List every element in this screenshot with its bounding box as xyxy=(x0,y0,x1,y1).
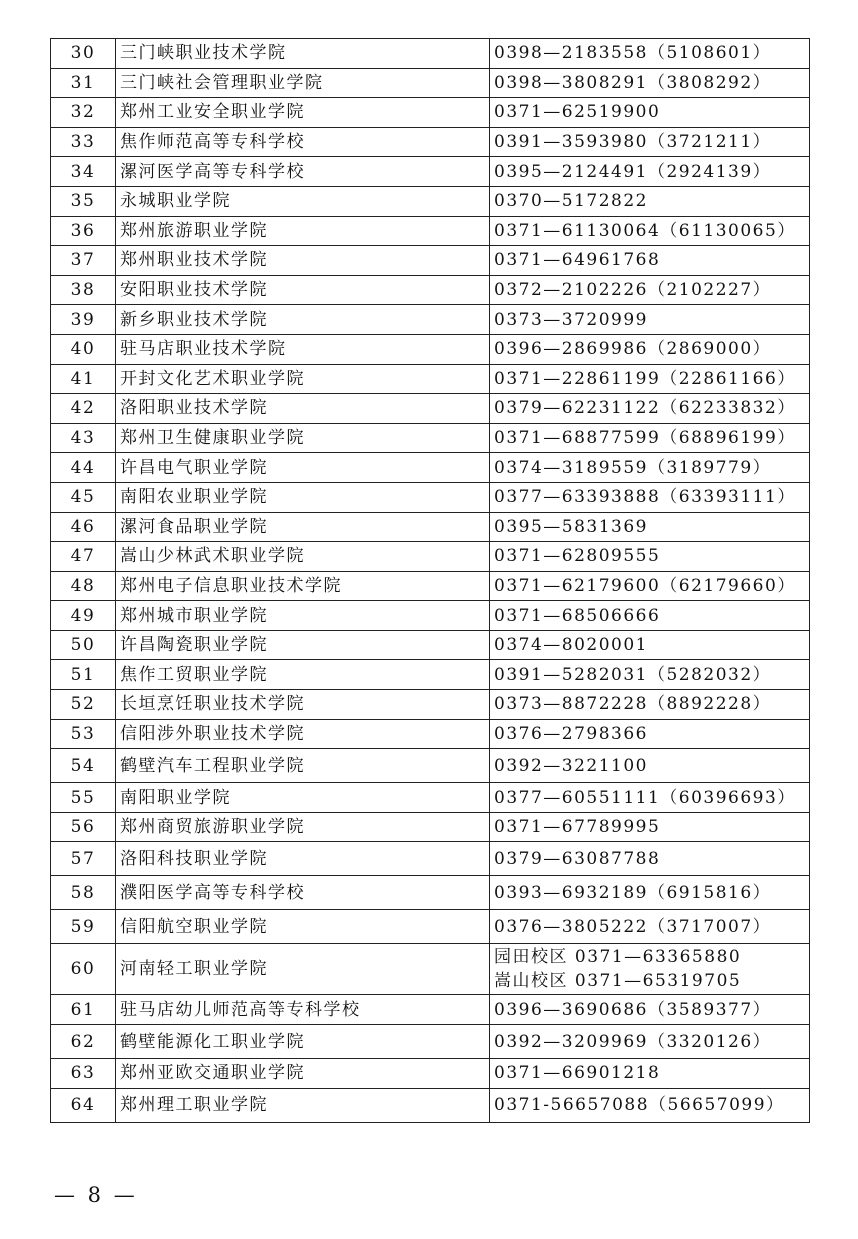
row-number: 61 xyxy=(51,995,116,1025)
college-name: 长垣烹饪职业技术学院 xyxy=(116,690,490,720)
row-number: 35 xyxy=(51,186,116,216)
college-name: 河南轻工职业学院 xyxy=(116,944,490,995)
college-contact-table xyxy=(50,38,810,1123)
college-name: 许昌陶瓷职业学院 xyxy=(116,630,490,660)
row-number: 49 xyxy=(51,601,116,631)
phone-number: 0392—3209969（3320126） xyxy=(490,1025,810,1059)
row-number: 34 xyxy=(51,157,116,187)
phone-number: 0373—8872228（8892228） xyxy=(490,690,810,720)
table-row xyxy=(51,275,810,305)
phone-number: 0396—3690686（3589377） xyxy=(490,995,810,1025)
row-number: 39 xyxy=(51,305,116,335)
table-row xyxy=(51,394,810,424)
phone-number: 0371—61130064（61130065） xyxy=(490,216,810,246)
table-row xyxy=(51,1088,810,1122)
row-number: 60 xyxy=(51,944,116,995)
row-number: 51 xyxy=(51,660,116,690)
phone-number: 0374—8020001 xyxy=(490,630,810,660)
college-name: 郑州卫生健康职业学院 xyxy=(116,423,490,453)
phone-number: 0372—2102226（2102227） xyxy=(490,275,810,305)
college-name: 洛阳科技职业学院 xyxy=(116,842,490,876)
phone-number: 0392—3221100 xyxy=(490,749,810,783)
row-number: 37 xyxy=(51,246,116,276)
college-name: 郑州旅游职业学院 xyxy=(116,216,490,246)
phone-number: 0376—2798366 xyxy=(490,719,810,749)
row-number: 47 xyxy=(51,542,116,572)
phone-number: 0371—62809555 xyxy=(490,542,810,572)
row-number: 44 xyxy=(51,453,116,483)
table-row xyxy=(51,39,810,69)
table-row xyxy=(51,305,810,335)
college-name: 郑州理工职业学院 xyxy=(116,1088,490,1122)
row-number: 36 xyxy=(51,216,116,246)
table-row xyxy=(51,995,810,1025)
campus-phone-line: 园田校区 0371—63365880 xyxy=(494,947,742,968)
college-name: 开封文化艺术职业学院 xyxy=(116,364,490,394)
table-row xyxy=(51,98,810,128)
table-row xyxy=(51,157,810,187)
table-row xyxy=(51,944,810,995)
row-number: 42 xyxy=(51,394,116,424)
phone-number: 0371—66901218 xyxy=(490,1059,810,1089)
college-name: 鹤壁汽车工程职业学院 xyxy=(116,749,490,783)
table-row xyxy=(51,127,810,157)
table-row xyxy=(51,186,810,216)
college-name: 三门峡社会管理职业学院 xyxy=(116,68,490,98)
table-row xyxy=(51,601,810,631)
row-number: 59 xyxy=(51,910,116,944)
table-row xyxy=(51,216,810,246)
row-number: 30 xyxy=(51,39,116,69)
phone-number: 0395—2124491（2924139） xyxy=(490,157,810,187)
phone-number: 0371—68877599（68896199） xyxy=(490,423,810,453)
table-row xyxy=(51,571,810,601)
phone-number: 0391—5282031（5282032） xyxy=(490,660,810,690)
table-row xyxy=(51,542,810,572)
table-row xyxy=(51,334,810,364)
row-number: 62 xyxy=(51,1025,116,1059)
table-row xyxy=(51,719,810,749)
phone-number: 0396—2869986（2869000） xyxy=(490,334,810,364)
table-row xyxy=(51,783,810,813)
table-row xyxy=(51,630,810,660)
phone-number: 0376—3805222（3717007） xyxy=(490,910,810,944)
phone-number xyxy=(490,944,810,995)
table-row xyxy=(51,453,810,483)
row-number: 48 xyxy=(51,571,116,601)
page-number: — 8 — xyxy=(54,1183,138,1207)
college-name: 焦作工贸职业学院 xyxy=(116,660,490,690)
college-name: 洛阳职业技术学院 xyxy=(116,394,490,424)
college-name: 安阳职业技术学院 xyxy=(116,275,490,305)
row-number: 43 xyxy=(51,423,116,453)
row-number: 53 xyxy=(51,719,116,749)
row-number: 33 xyxy=(51,127,116,157)
table-row xyxy=(51,68,810,98)
college-name: 南阳职业学院 xyxy=(116,783,490,813)
table-row xyxy=(51,910,810,944)
phone-number: 0393—6932189（6915816） xyxy=(490,876,810,910)
row-number: 46 xyxy=(51,512,116,542)
phone-number: 0377—63393888（63393111） xyxy=(490,482,810,512)
phone-number: 0379—62231122（62233832） xyxy=(490,394,810,424)
phone-number: 0371—22861199（22861166） xyxy=(490,364,810,394)
college-name: 驻马店幼儿师范高等专科学校 xyxy=(116,995,490,1025)
table-row xyxy=(51,246,810,276)
row-number: 45 xyxy=(51,482,116,512)
row-number: 55 xyxy=(51,783,116,813)
college-name: 郑州职业技术学院 xyxy=(116,246,490,276)
row-number: 54 xyxy=(51,749,116,783)
college-name: 许昌电气职业学院 xyxy=(116,453,490,483)
phone-number: 0371—68506666 xyxy=(490,601,810,631)
row-number: 32 xyxy=(51,98,116,128)
row-number: 50 xyxy=(51,630,116,660)
college-name: 鹤壁能源化工职业学院 xyxy=(116,1025,490,1059)
college-name: 信阳涉外职业技术学院 xyxy=(116,719,490,749)
table-row xyxy=(51,660,810,690)
row-number: 38 xyxy=(51,275,116,305)
row-number: 31 xyxy=(51,68,116,98)
college-name: 嵩山少林武术职业学院 xyxy=(116,542,490,572)
college-name: 郑州工业安全职业学院 xyxy=(116,98,490,128)
college-name: 新乡职业技术学院 xyxy=(116,305,490,335)
row-number: 63 xyxy=(51,1059,116,1089)
phone-number: 0371—64961768 xyxy=(490,246,810,276)
table-row xyxy=(51,512,810,542)
college-name: 漯河医学高等专科学校 xyxy=(116,157,490,187)
table-row xyxy=(51,876,810,910)
college-name: 濮阳医学高等专科学校 xyxy=(116,876,490,910)
campus-phone-line: 嵩山校区 0371—65319705 xyxy=(494,971,742,992)
row-number: 40 xyxy=(51,334,116,364)
phone-number: 0398—2183558（5108601） xyxy=(490,39,810,69)
college-name: 郑州电子信息职业技术学院 xyxy=(116,571,490,601)
table-row xyxy=(51,423,810,453)
phone-number: 0371-56657088（56657099） xyxy=(490,1088,810,1122)
table-row xyxy=(51,364,810,394)
row-number: 52 xyxy=(51,690,116,720)
phone-number: 0373—3720999 xyxy=(490,305,810,335)
phone-number: 0374—3189559（3189779） xyxy=(490,453,810,483)
college-name: 三门峡职业技术学院 xyxy=(116,39,490,69)
phone-number: 0371—62519900 xyxy=(490,98,810,128)
college-name: 郑州商贸旅游职业学院 xyxy=(116,812,490,842)
table-row xyxy=(51,842,810,876)
row-number: 64 xyxy=(51,1088,116,1122)
table-row xyxy=(51,1025,810,1059)
phone-number: 0395—5831369 xyxy=(490,512,810,542)
college-name: 郑州城市职业学院 xyxy=(116,601,490,631)
table-row xyxy=(51,1059,810,1089)
college-name: 永城职业学院 xyxy=(116,186,490,216)
phone-number: 0377—60551111（60396693） xyxy=(490,783,810,813)
row-number: 41 xyxy=(51,364,116,394)
phone-number: 0391—3593980（3721211） xyxy=(490,127,810,157)
phone-number: 0398—3808291（3808292） xyxy=(490,68,810,98)
phone-number: 0370—5172822 xyxy=(490,186,810,216)
college-name: 郑州亚欧交通职业学院 xyxy=(116,1059,490,1089)
table-row xyxy=(51,812,810,842)
phone-number: 0371—62179600（62179660） xyxy=(490,571,810,601)
college-name: 焦作师范高等专科学校 xyxy=(116,127,490,157)
college-name: 驻马店职业技术学院 xyxy=(116,334,490,364)
table-row xyxy=(51,690,810,720)
row-number: 57 xyxy=(51,842,116,876)
row-number: 56 xyxy=(51,812,116,842)
table-row xyxy=(51,749,810,783)
phone-number: 0371—67789995 xyxy=(490,812,810,842)
table-row xyxy=(51,482,810,512)
college-name: 信阳航空职业学院 xyxy=(116,910,490,944)
college-name: 漯河食品职业学院 xyxy=(116,512,490,542)
row-number: 58 xyxy=(51,876,116,910)
phone-number: 0379—63087788 xyxy=(490,842,810,876)
college-name: 南阳农业职业学院 xyxy=(116,482,490,512)
